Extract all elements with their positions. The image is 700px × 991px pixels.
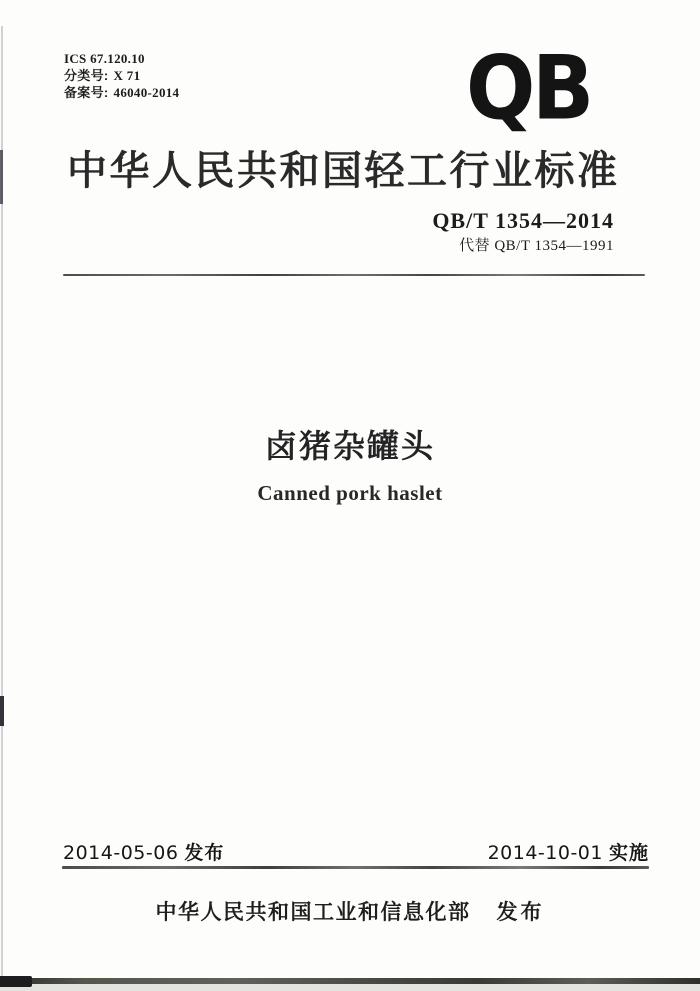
document-title-en: Canned pork haslet [257, 481, 443, 505]
record-number [64, 84, 179, 101]
classification-label: 分类号: [64, 68, 109, 83]
ics-number [64, 50, 179, 67]
standard-series-title: 中华人民共和国轻工行业标准 [67, 149, 620, 193]
record-value: 46040-2014 [113, 85, 180, 100]
issue-date: 2014-05-06 [63, 842, 179, 864]
meta-block [64, 50, 179, 101]
scan-left-smudge-lower [0, 696, 4, 726]
record-label: 备案号: [64, 85, 109, 100]
publisher-row [0, 896, 700, 926]
qb-logo: QB [466, 36, 591, 140]
classification-value: X 71 [113, 68, 141, 83]
footer-divider [62, 866, 649, 869]
implementation-label: 实施 [608, 843, 649, 864]
document-title-cn: 卤猪杂罐头 [264, 428, 435, 464]
publisher-name: 中华人民共和国工业和信息化部 [155, 901, 471, 924]
implementation-date: 2014-10-01 [487, 842, 603, 864]
header-divider [63, 274, 645, 276]
scan-bottom-left-blob [0, 976, 32, 987]
issue-label: 发布 [184, 843, 225, 864]
standard-number-block [432, 209, 614, 255]
replaces-note: 代替 QB/T 1354—1991 [459, 238, 614, 254]
scan-bottom-light-strip [0, 984, 700, 991]
scan-left-smudge-upper [0, 150, 3, 204]
standard-number: QB/T 1354—2014 [432, 208, 614, 233]
classification-number [64, 67, 179, 84]
dates-row [63, 838, 649, 865]
issue-date-line [63, 838, 224, 865]
publish-label: 发布 [496, 901, 545, 924]
implementation-date-line [488, 838, 649, 865]
ics-number-text: ICS 67.120.10 [64, 51, 145, 66]
